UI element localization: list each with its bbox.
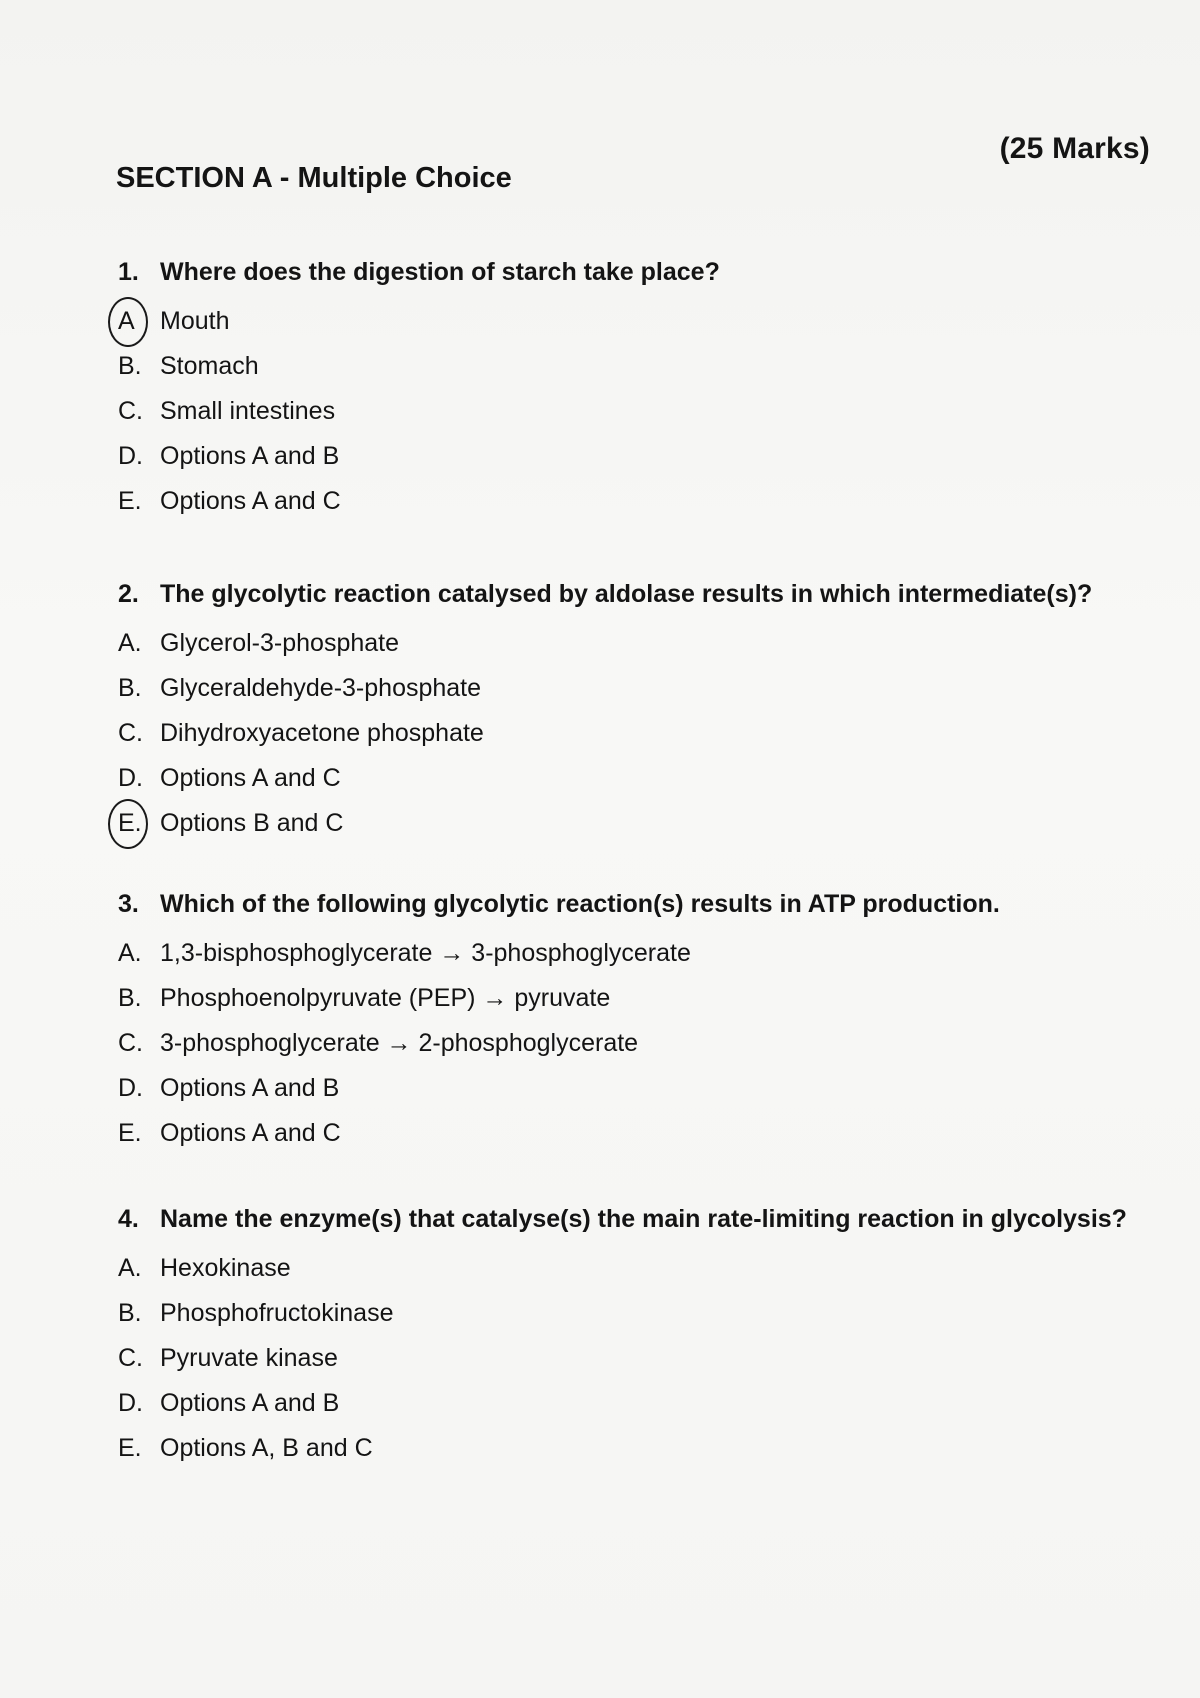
option-text: Options A and C: [160, 487, 341, 515]
option-letter: D.: [118, 1074, 143, 1102]
question-2: [118, 580, 1168, 854]
option-letter: E.: [118, 1434, 142, 1462]
option-letter: E.: [118, 487, 142, 515]
question-number: 2.: [118, 580, 139, 608]
answer-option: [118, 397, 1168, 442]
answer-option: [118, 1119, 1168, 1164]
option-letter: D.: [118, 1389, 143, 1417]
answer-option: [118, 1074, 1168, 1119]
option-letter: C.: [118, 1344, 143, 1372]
question-number: 4.: [118, 1205, 139, 1233]
option-letter: C.: [118, 719, 143, 747]
option-letter: D.: [118, 442, 143, 470]
option-letter: E.: [118, 1119, 142, 1147]
question-1: [118, 258, 1168, 532]
answer-option: [118, 984, 1168, 1029]
option-text: Options A and C: [160, 764, 341, 792]
question-number: 3.: [118, 890, 139, 918]
question-text: The glycolytic reaction catalysed by aldolase results in which intermediate(s)?: [160, 580, 1093, 608]
option-letter: B.: [118, 1299, 142, 1327]
option-letter: B.: [118, 674, 142, 702]
option-text: Glyceraldehyde-3-phosphate: [160, 674, 482, 702]
answer-option: [118, 1389, 1168, 1434]
option-text: Small intestines: [160, 397, 336, 425]
option-text: Options A and B: [160, 1074, 340, 1102]
option-text: Phosphofructokinase: [160, 1299, 394, 1327]
option-text: Options B and C: [160, 809, 344, 837]
option-text: Glycerol-3-phosphate: [160, 629, 400, 657]
option-text: Options A and B: [160, 442, 340, 470]
answer-option: [118, 939, 1168, 984]
option-text: Mouth: [160, 307, 230, 335]
question-number: 1.: [118, 258, 139, 286]
option-letter: B.: [118, 352, 142, 380]
question-4: [118, 1205, 1168, 1479]
answer-option: [118, 764, 1168, 809]
question-3: [118, 890, 1168, 1164]
answer-option: [118, 629, 1168, 674]
question-stem: [118, 890, 1168, 919]
option-letter: A.: [118, 629, 142, 657]
question-text: Name the enzyme(s) that catalyse(s) the main rate-limiting reaction in glycolysis?: [160, 1205, 1127, 1233]
answer-option: [118, 352, 1168, 397]
option-text: Options A, B and C: [160, 1434, 373, 1462]
total-marks: (25 Marks): [999, 132, 1150, 165]
option-text: Dihydroxyacetone phosphate: [160, 719, 484, 747]
question-text: Which of the following glycolytic reaction(s) results in ATP production.: [160, 890, 1000, 918]
option-letter-circled: E.: [118, 809, 160, 837]
option-letter: C.: [118, 397, 143, 425]
answer-option: [118, 674, 1168, 719]
answer-option: [118, 442, 1168, 487]
option-text: 1,3-bisphosphoglycerate → 3-phosphoglycerate: [160, 939, 691, 967]
answer-option: [118, 1254, 1168, 1299]
option-letter: C.: [118, 1029, 143, 1057]
answer-option: [118, 809, 1168, 854]
option-text: Pyruvate kinase: [160, 1344, 338, 1372]
option-letter: A.: [118, 1254, 142, 1282]
option-text: 3-phosphoglycerate → 2-phosphoglycerate: [160, 1029, 639, 1057]
answer-option: [118, 1029, 1168, 1074]
option-text: Options A and B: [160, 1389, 340, 1417]
question-stem: [118, 580, 1168, 609]
answer-option: [118, 1434, 1168, 1479]
answer-option: [118, 719, 1168, 764]
question-stem: [118, 258, 1168, 287]
answer-option: [118, 487, 1168, 532]
option-text: Options A and C: [160, 1119, 341, 1147]
option-text: Hexokinase: [160, 1254, 291, 1282]
option-letter: D.: [118, 764, 143, 792]
option-text: Stomach: [160, 352, 259, 380]
answer-option: [118, 1344, 1168, 1389]
option-letter-circled: A: [118, 307, 160, 335]
option-letter: B.: [118, 984, 142, 1012]
option-text: Phosphoenolpyruvate (PEP) → pyruvate: [160, 984, 611, 1012]
question-stem: [118, 1205, 1168, 1234]
section-title: SECTION A - Multiple Choice: [116, 162, 512, 194]
option-letter: A.: [118, 939, 142, 967]
answer-option: [118, 307, 1168, 352]
question-text: Where does the digestion of starch take place?: [160, 258, 720, 286]
answer-option: [118, 1299, 1168, 1344]
